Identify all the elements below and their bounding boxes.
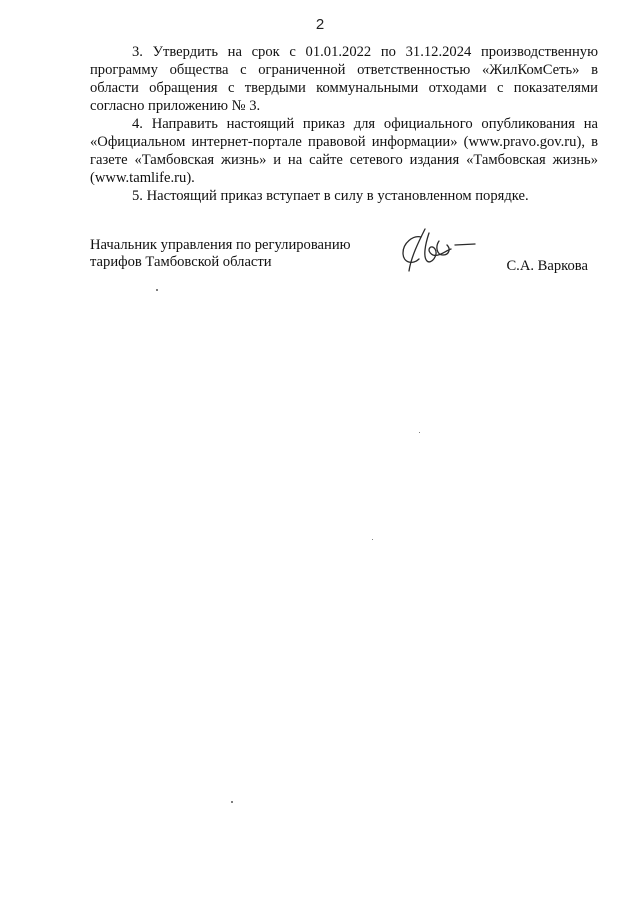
paragraph-3: 3. Утвердить на срок с 01.01.2022 по 31.12.2024 производственную программу общества с ограниченной ответственностью «ЖилКомСеть» в области обращения с твердыми коммунальными отходами с показателями согласно приложению № 3. bbox=[90, 44, 598, 114]
paragraph-4: 4. Направить настоящий приказ для официального опубликования на «Официальном интернет-портале правовой информации» (www.pravo.gov.ru), в газете «Тамбовская жизнь» и на сайте сетевого издания «Тамбовская жизнь» (www.tamlife.ru). bbox=[90, 116, 598, 186]
scan-speck bbox=[372, 539, 373, 540]
handwritten-signature-icon bbox=[395, 225, 485, 275]
scan-speck bbox=[419, 432, 420, 433]
signature-block bbox=[90, 237, 598, 287]
scan-speck bbox=[156, 289, 158, 291]
paragraph-5: 5. Настоящий приказ вступает в силу в установленном порядке. bbox=[132, 188, 529, 204]
document-body bbox=[90, 43, 598, 205]
signatory-position-line-2: тарифов Тамбовской области bbox=[90, 254, 272, 270]
scan-speck bbox=[231, 801, 233, 803]
signatory-position-line-1: Начальник управления по регулированию bbox=[90, 237, 351, 253]
signatory-position bbox=[90, 237, 390, 271]
page-number: 2 bbox=[315, 16, 325, 33]
signatory-name: С.А. Варкова bbox=[506, 258, 588, 274]
